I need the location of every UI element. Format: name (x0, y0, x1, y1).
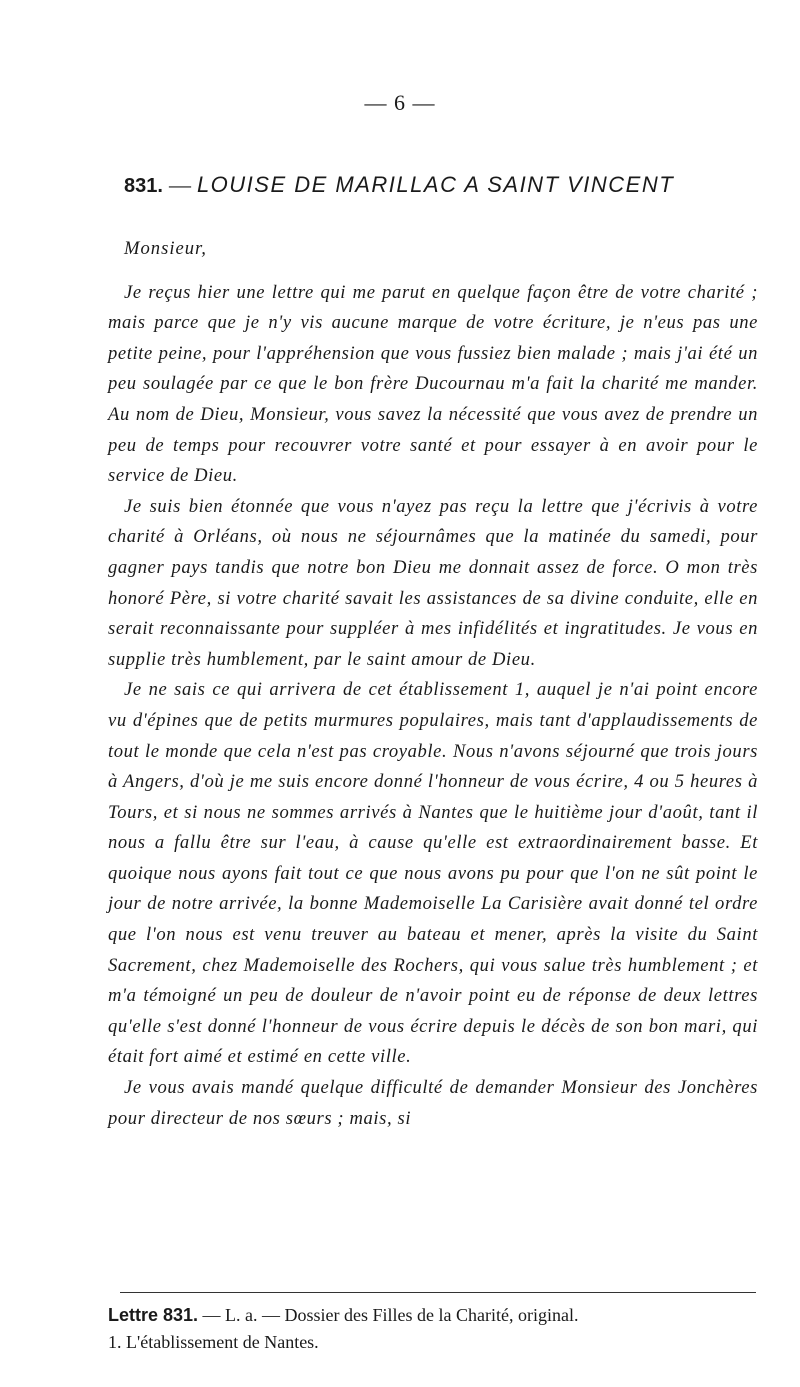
source-note (108, 1302, 768, 1329)
paragraph-2: Je suis bien étonnée que vous n'ayez pas reçu la lettre que j'écrivis à votre charité à Orléans, où nous ne séjournâmes que la matinée du samedi, pour gagner pays tandis que notre bon Dieu me donnait assez de force. O mon très honoré Père, si votre charité savait les assistances de sa divine conduite, elle en serait reconnaissante pour suppléer à mes infidélités et ingratitudes. Je vous en supplie très humblement, par le saint amour de Dieu. (108, 495, 758, 670)
paragraph-1: Je reçus hier une lettre qui me parut en quelque façon être de votre charité ; mais parce que je n'y vis aucune marque de votre écriture, je n'eus pas une petite peine, pour l'appréhension que vous fussiez bien malade ; mais j'ai été un peu soulagée par ce que le bon frère Ducournau m'a fait la charité me mander. Au nom de Dieu, Monsieur, vous savez la nécessité que vous avez de prendre un peu de temps pour recouvrer votre santé et pour essayer à en avoir pour le service de Dieu. (108, 281, 758, 487)
source-text: — L. a. — Dossier des Filles de la Charité, original. (198, 1305, 579, 1325)
paragraph-4: Je vous avais mandé quelque difficulté de demander Monsieur des Jonchères pour directeur de nos sœurs ; mais, si (108, 1077, 758, 1129)
footnote-1: 1. L'établissement de Nantes. (108, 1332, 319, 1352)
heading-separator: — (168, 172, 191, 197)
letter-number: 831. (124, 175, 163, 197)
letter-title: LOUISE DE MARILLAC A SAINT VINCENT (196, 172, 675, 197)
page-number: — 6 — (364, 90, 436, 115)
letter-body (108, 234, 758, 1134)
source-label: Lettre 831. (108, 1305, 199, 1325)
salutation: Monsieur, (124, 238, 207, 259)
letter-heading (124, 172, 744, 198)
paragraph-3: Je ne sais ce qui arrivera de cet établissement 1, auquel je n'ai point encore vu d'épines que de petits murmures populaires, mais tant d'applaudissements de tout le monde que cela n'est pas croyable. Nous n'avons séjourné que trois jours à Angers, d'où je me suis encore donné l'honneur de vous écrire, 4 ou 5 heures à Tours, et si nous ne sommes arrivés à Nantes que le huitième jour d'août, tant il nous a fallu être sur l'eau, à cause qu'elle est extraordinairement basse. Et quoique nous ayons fait tout ce que nous avons pu pour que l'on ne sût point le jour de notre arrivée, la bonne Mademoiselle La Carisière avait donné tel ordre que l'on nous est venu treuver au bateau et mener, après la visite du Saint Sacrement, chez Mademoiselle des Rochers, qui vous salue très humblement ; et m'a témoigné un peu de douleur de n'avoir point eu de réponse de deux lettres qu'elle s'est donné l'honneur de vous écrire depuis le décès de son bon mari, qui était fort aimé et estimé en cette ville. (108, 679, 758, 1068)
footnote-divider (120, 1292, 756, 1293)
footnotes (108, 1302, 768, 1356)
